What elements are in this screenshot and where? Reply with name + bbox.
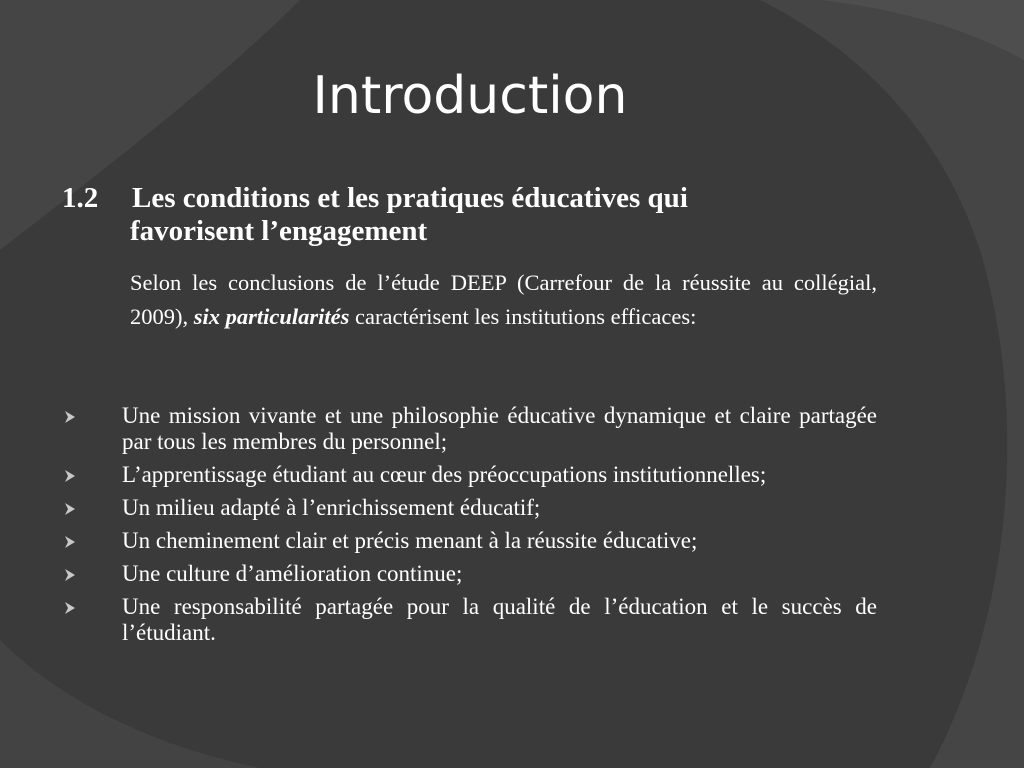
list-item	[62, 403, 877, 455]
list-item	[62, 594, 877, 646]
bullet-text: Une mission vivante et une philosophie éducative dynamique et claire partagée par tous les membres du personnel;	[122, 403, 877, 454]
section-heading	[62, 182, 892, 248]
arrowhead-icon	[63, 601, 77, 615]
intro-text-after: caractérisent les institutions efficaces:	[349, 304, 697, 329]
arrowhead-icon	[63, 568, 77, 582]
arrowhead-icon	[63, 410, 77, 424]
list-item	[62, 495, 877, 521]
arrowhead-icon	[63, 535, 77, 549]
intro-text-before: Selon les conclusions de l’étude DEEP (Carrefour de la réussite au collégial, 2009),	[130, 270, 877, 329]
slide-title: Introduction	[312, 66, 628, 126]
bullet-text: Un milieu adapté à l’enrichissement éducatif;	[122, 495, 541, 520]
bullet-text: Une culture d’amélioration continue;	[122, 561, 463, 586]
bullet-text: L’apprentissage étudiant au cœur des préoccupations institutionnelles;	[122, 462, 767, 487]
list-item	[62, 528, 877, 554]
intro-text-emphasis: six particularités	[193, 304, 350, 329]
section-title-line2: favorisent l’engagement	[130, 215, 428, 247]
list-item	[62, 462, 877, 488]
section-number: 1.2	[62, 182, 99, 214]
list-item	[62, 561, 877, 587]
intro-paragraph	[130, 266, 877, 334]
section-title-line1: Les conditions et les pratiques éducatives qui	[132, 182, 688, 214]
arrowhead-icon	[63, 469, 77, 483]
arrowhead-icon	[63, 502, 77, 516]
bullet-text: Une responsabilité partagée pour la qualité de l’éducation et le succès de l’étudiant.	[122, 594, 877, 645]
bullet-text: Un cheminement clair et précis menant à la réussite éducative;	[122, 528, 698, 553]
bullet-list	[62, 403, 877, 653]
